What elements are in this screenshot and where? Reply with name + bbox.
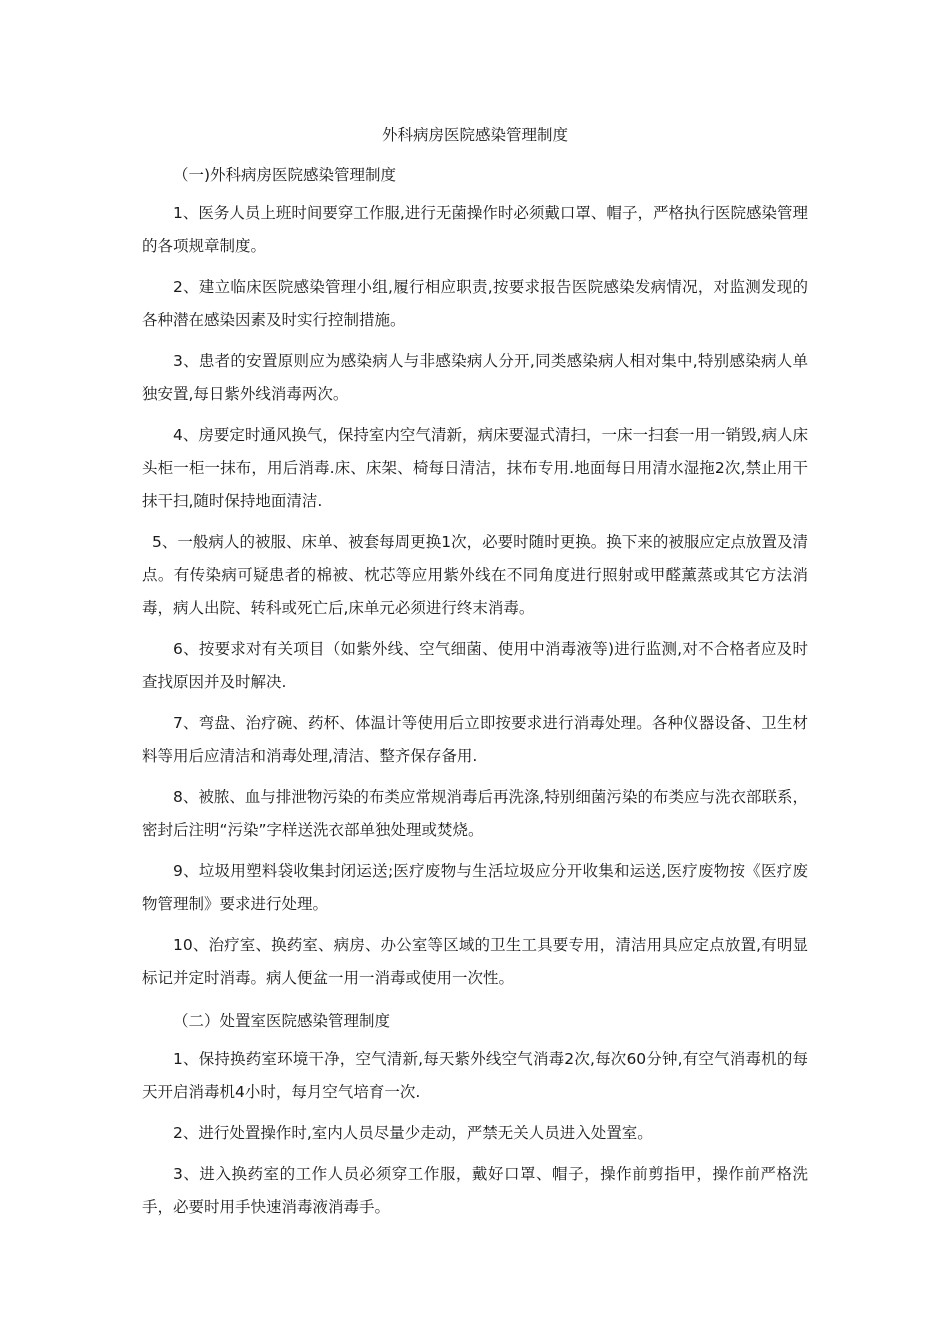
document-title: 外科病房医院感染管理制度 xyxy=(381,126,568,144)
paragraph: 4、房要定时通风换气，保持室内空气清新，病床要湿式清扫，一床一扫套一用一销毁,病人床头柜一柜一抹布，用后消毒.床、床架、椅每日清洁，抹布专用.地面每日用清水湿拖2次,禁止用干抹干扫,随时保持地面清洁. xyxy=(142,426,808,510)
paragraph: 3、患者的安置原则应为感染病人与非感染病人分开,同类感染病人相对集中,特别感染病人单独安置,每日紫外线消毒两次。 xyxy=(142,352,808,403)
paragraph: 6、按要求对有关项目（如紫外线、空气细菌、使用中消毒液等)进行监测,对不合格者应及时查找原因并及时解决. xyxy=(142,640,808,691)
paragraph: 2、建立临床医院感染管理小组,履行相应职责,按要求报告医院感染发病情况，对监测发现的各种潜在感染因素及时实行控制措施。 xyxy=(142,278,808,329)
paragraph: 8、被脓、血与排泄物污染的布类应常规消毒后再洗涤,特别细菌污染的布类应与洗衣部联系，密封后注明“污染”字样送洗衣部单独处理或焚烧。 xyxy=(142,788,808,839)
paragraph: 1、医务人员上班时间要穿工作服,进行无菌操作时必须戴口罩、帽子，严格执行医院感染管理的各项规章制度。 xyxy=(142,204,808,255)
paragraph: 7、弯盘、治疗碗、药杯、体温计等使用后立即按要求进行消毒处理。各种仪器设备、卫生材料等用后应清洁和消毒处理,清洁、整齐保存备用. xyxy=(142,714,808,765)
paragraph: 1、保持换药室环境干净，空气清新,每天紫外线空气消毒2次,每次60分钟,有空气消毒机的每天开启消毒机4小时，每月空气培育一次. xyxy=(142,1050,808,1101)
paragraph: 2、进行处置操作时,室内人员尽量少走动，严禁无关人员进入处置室。 xyxy=(173,1124,653,1142)
section-heading-1: （一)外科病房医院感染管理制度 xyxy=(173,166,397,184)
paragraph: 3、进入换药室的工作人员必须穿工作服，戴好口罩、帽子，操作前剪指甲，操作前严格洗手，必要时用手快速消毒液消毒手。 xyxy=(142,1165,808,1216)
paragraph: 10、治疗室、换药室、病房、办公室等区域的卫生工具要专用，清洁用具应定点放置,有明显标记并定时消毒。病人便盆一用一消毒或使用一次性。 xyxy=(142,936,808,987)
paragraph: 5、一般病人的被服、床单、被套每周更换1次，必要时随时更换。换下来的被服应定点放置及清点。有传染病可疑患者的棉被、枕芯等应用紫外线在不同角度进行照射或甲醛薰蒸或其它方法消毒，病人出院、转科或死亡后,床单元必须进行终末消毒。 xyxy=(142,533,808,617)
section-heading-2: （二）处置室医院感染管理制度 xyxy=(173,1012,391,1030)
paragraph: 9、垃圾用塑料袋收集封闭运送;医疗废物与生活垃圾应分开收集和运送,医疗废物按《医疗废物管理制》要求进行处理。 xyxy=(142,862,808,913)
